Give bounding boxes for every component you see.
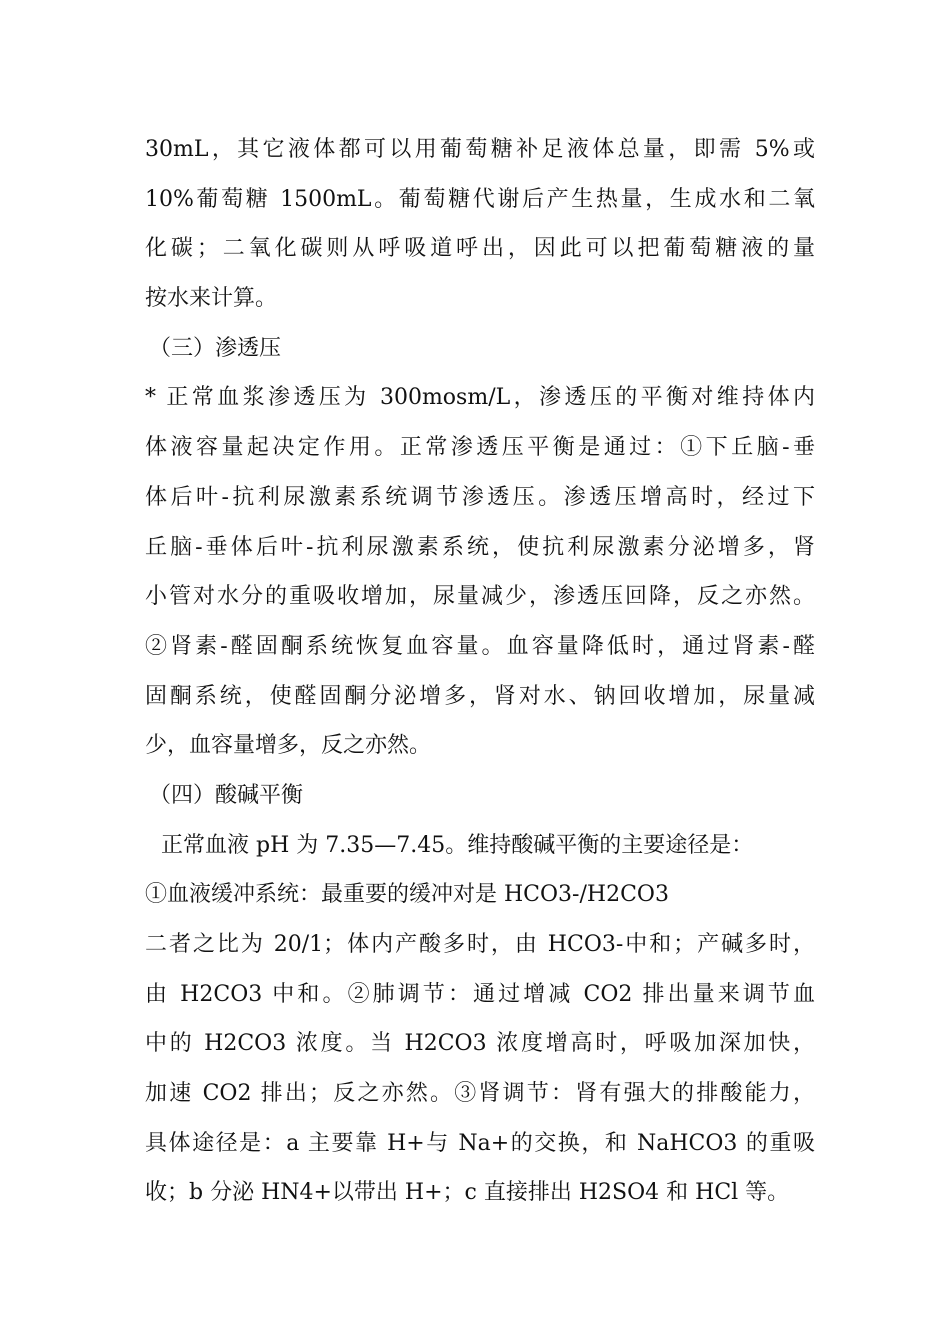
text-line: 加速 CO2 排出；反之亦然。③肾调节：肾有强大的排酸能力， [145, 1081, 815, 1107]
text-line: 30mL，其它液体都可以用葡萄糖补足液体总量，即需 5%或 [145, 137, 815, 162]
text-line: * 正常血浆渗透压为 300mosm/L，渗透压的平衡对维持体内 [145, 385, 815, 411]
text-line: 按水来计算。 [145, 286, 278, 312]
text-line: 化碳；二氧化碳则从呼吸道呼出，因此可以把葡萄糖液的量 [145, 236, 815, 262]
section-heading-osmotic-pressure: （三）渗透压 [149, 335, 282, 361]
text-line: 固酮系统，使醛固酮分泌增多，肾对水、钠回收增加，尿量减 [145, 683, 815, 709]
text-line: 由 H2CO3 中和。②肺调节：通过增减 CO2 排出量来调节血 [145, 981, 815, 1007]
text-line: 正常血液 pH 为 7.35—7.45。维持酸碱平衡的主要途径是： [161, 832, 754, 858]
document-body [145, 125, 815, 1218]
text-line: 二者之比为 20/1；体内产酸多时，由 HCO3-中和；产碱多时， [145, 932, 815, 957]
text-line: ②肾素-醛固酮系统恢复血容量。血容量降低时，通过肾素-醛 [145, 633, 815, 659]
paragraph-osmotic-pressure [145, 373, 815, 771]
text-line: 中的 H2CO3 浓度。当 H2CO3 浓度增高时，呼吸加深加快， [145, 1031, 815, 1057]
text-line: 收；b 分泌 HN4+以带出 H+；c 直接排出 H2SO4 和 HCl 等。 [145, 1180, 790, 1206]
section-heading-acid-base-balance: （四）酸碱平衡 [149, 782, 304, 808]
text-line: 少，血容量增多，反之亦然。 [145, 733, 432, 759]
paragraph-glucose [145, 125, 815, 324]
text-line: 丘脑-垂体后叶-抗利尿激素系统，使抗利尿激素分泌增多，肾 [145, 534, 815, 560]
text-line: 小管对水分的重吸收增加，尿量减少，渗透压回降，反之亦然。 [145, 584, 815, 610]
text-line: 10%葡萄糖 1500mL。葡萄糖代谢后产生热量，生成水和二氧 [145, 186, 815, 212]
text-line: 体后叶-抗利尿激素系统调节渗透压。渗透压增高时，经过下 [145, 484, 815, 510]
paragraph-acid-base-balance [145, 821, 815, 1219]
text-line: 体液容量起决定作用。正常渗透压平衡是通过：①下丘脑-垂 [145, 435, 815, 461]
text-line: ①血液缓冲系统：最重要的缓冲对是 HCO3-/H2CO3 [145, 882, 669, 908]
text-line: 具体途径是：a 主要靠 H+与 Na+的交换，和 NaHCO3 的重吸 [145, 1130, 815, 1156]
